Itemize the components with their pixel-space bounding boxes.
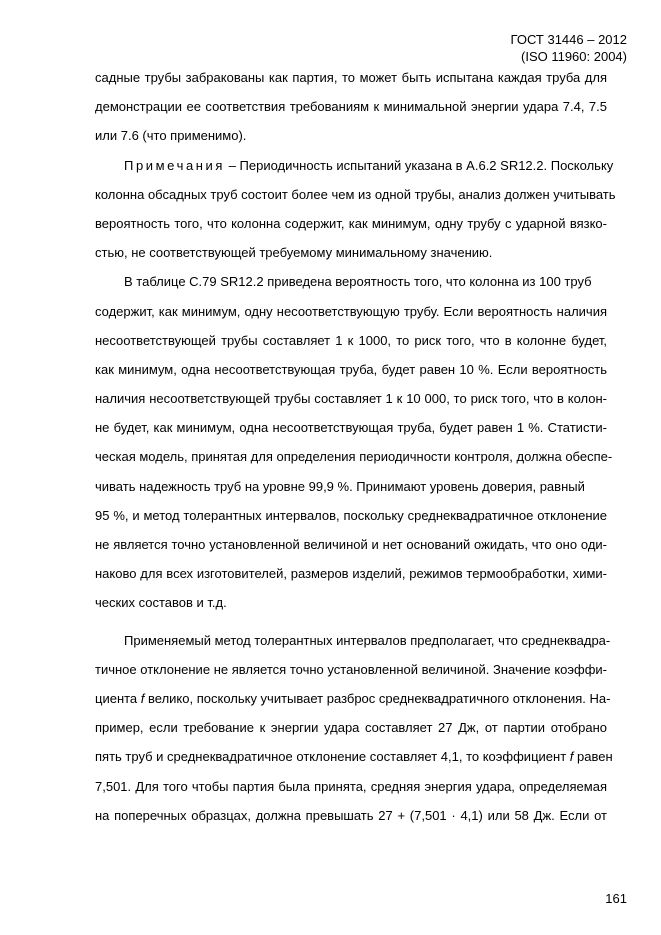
text-line xyxy=(95,742,613,771)
text-line: ческая модель, принятая для определения периодичности контроля, должна обеспе- xyxy=(95,449,613,465)
text-line: несоответствующей трубы составляет 1 к 1000, то риск того, что в колонне будет, xyxy=(95,332,607,348)
text-line xyxy=(95,684,611,713)
text-fragment: велико, поскольку учитывает разброс среднеквадратичного отклонения. На- xyxy=(144,690,611,706)
text-fragment: циента xyxy=(95,690,141,706)
document-header xyxy=(511,31,627,65)
text-line: не является точно установленной величиной и нет оснований ожидать, что оно оди- xyxy=(95,537,607,552)
text-line: чивать надежность труб на уровне 99,9 %. Принимают уровень доверия, равный xyxy=(95,478,585,494)
coefficient-symbol: f xyxy=(140,690,145,706)
text-line: стью, не соответствующей требуемому минимальному значению. xyxy=(95,245,493,261)
text-line: демонстрации ее соответствия требованиям к минимальной энергии удара 7.4, 7.5 xyxy=(95,99,607,115)
text-line: наково для всех изготовителей, размеров изделий, режимов термообработки, хими- xyxy=(95,566,607,582)
text-fragment: пять труб и среднеквадратичное отклонение составляет 4,1, то коэффициент xyxy=(95,749,570,765)
text-line: пример, если требование к энергии удара составляет 27 Дж, от партии отобрано xyxy=(95,720,607,736)
text-line: содержит, как минимум, одну несоответствующую трубу. Если вероятность наличия xyxy=(95,303,607,319)
text-line: колонна обсадных труб состоит более чем из одной трубы, анализ должен учитывать xyxy=(95,186,616,202)
note-text: – Периодичность испытаний указана в А.6.2 SR12.2. Поскольку xyxy=(225,157,614,173)
note-label: Примечания xyxy=(124,157,226,173)
text-line: не будет, как минимум, одна несоответствующая труба, будет равен 1 %. Статисти- xyxy=(95,420,607,436)
iso-designation: (ISO 11960: 2004) xyxy=(521,49,627,64)
note-first-line xyxy=(95,151,614,180)
standard-designation: ГОСТ 31446 – 2012 xyxy=(510,32,627,47)
page-number: 161 xyxy=(605,891,627,906)
text-line: тичное отклонение не является точно установленной величиной. Значение коэффи- xyxy=(95,661,607,677)
text-line: 95 %, и метод толерантных интервалов, поскольку среднеквадратичное отклонение xyxy=(95,507,607,523)
text-line: садные трубы забракованы как партия, то может быть испытана каждая труба для xyxy=(95,70,607,85)
text-line: Применяемый метод толерантных интервалов предполагает, что среднеквадра- xyxy=(124,632,611,648)
text-line: на поперечных образцах, должна превышать 27 + (7,501 · 4,1) или 58 Дж. Если от xyxy=(95,807,607,823)
text-line: наличия несоответствующей трубы составляет 1 к 10 000, то риск того, что в колон- xyxy=(95,391,607,407)
coefficient-symbol: f xyxy=(569,749,574,765)
document-body xyxy=(95,63,616,830)
paragraph-gap xyxy=(95,618,607,626)
text-line: вероятность того, что колонна содержит, как минимум, одну трубу с ударной вязко- xyxy=(95,215,607,231)
text-fragment: равен xyxy=(573,749,613,765)
text-line: ческих составов и т.д. xyxy=(95,595,227,611)
text-line: или 7.6 (что применимо). xyxy=(95,128,247,144)
text-line: как минимум, одна несоответствующая труба, будет равен 10 %. Если вероятность xyxy=(95,361,607,377)
text-line: В таблице С.79 SR12.2 приведена вероятность того, что колонна из 100 труб xyxy=(124,274,592,290)
text-line: 7,501. Для того чтобы партия была принята, средняя энергия удара, определяемая xyxy=(95,778,607,794)
